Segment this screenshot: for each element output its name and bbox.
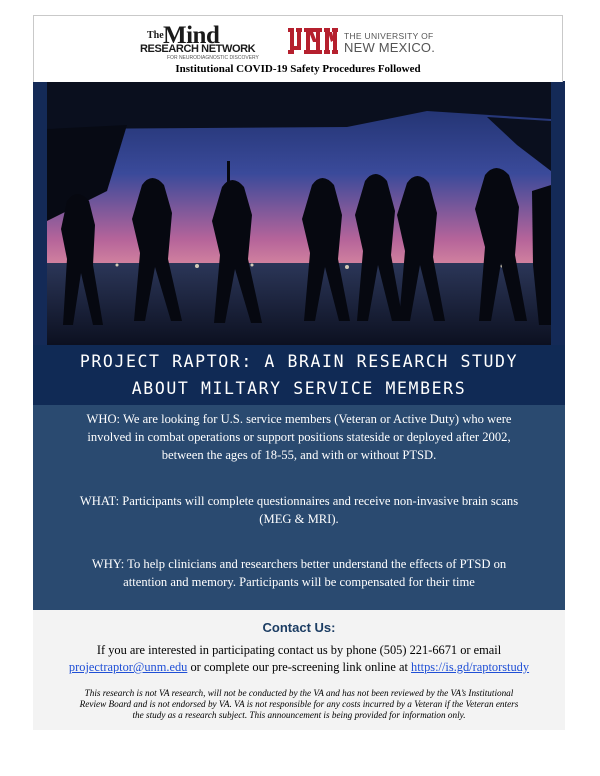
logo-the: The: [147, 30, 164, 41]
covid-notice: Institutional COVID-19 Safety Procedures Followed: [175, 63, 421, 75]
who-line-1: WHO: We are looking for U.S. service members (Veteran or Active Duty) who were: [86, 412, 512, 426]
unm-line2: NEW MEXICO.: [344, 40, 436, 55]
what-paragraph: [43, 492, 555, 528]
logo-tagline: FOR NEURODIAGNOSTIC DISCOVERY: [167, 55, 259, 61]
who-line-2: involved in combat operations or support positions stateside or deployed after 2002,: [87, 430, 511, 444]
logo-mind: Mind: [163, 22, 220, 49]
who-paragraph: [43, 410, 555, 464]
unm-line1: THE UNIVERSITY OF: [344, 31, 434, 41]
disclaimer-line-2: Review Board and is not endorsed by VA. VA is not responsible for any costs incurred by a Veteran if the Veteran enters: [79, 699, 519, 709]
hero-photo: [33, 81, 565, 345]
unm-logo: [287, 26, 457, 56]
why-line-2: attention and memory. Participants will be compensated for their time: [123, 575, 475, 589]
what-line-1: WHAT: Participants will complete questionnaires and receive non-invasive brain scans: [79, 494, 519, 508]
contact-section: [33, 610, 565, 730]
va-disclaimer: [37, 688, 561, 721]
logo-research-network: RESEARCH NETWORK: [140, 43, 256, 55]
title-line-1: PROJECT RAPTOR: A BRAIN RESEARCH STUDY: [79, 352, 519, 371]
disclaimer-line-3: the study as a research subject. This announcement is being provided for information only.: [132, 710, 466, 720]
soldiers-silhouette-photo: [47, 81, 551, 345]
contact-middle-text: or complete our pre-screening link online at: [187, 660, 411, 674]
contact-line-2: [33, 660, 565, 675]
flyer: [33, 15, 565, 730]
logos: [34, 22, 562, 60]
title-line-2: ABOUT MILTARY SERVICE MEMBERS: [131, 379, 467, 398]
title-band: [33, 345, 565, 405]
prescreening-link[interactable]: https://is.gd/raptorstudy: [411, 660, 530, 674]
why-paragraph: [43, 555, 555, 591]
why-line-1: WHY: To help clinicians and researchers better understand the effects of PTSD on: [91, 557, 507, 571]
contact-line-1: If you are interested in participating contact us by phone (505) 221-6671 or email: [96, 643, 502, 657]
what-line-2: (MEG & MRI).: [259, 512, 339, 526]
unm-emblem-icon: [287, 26, 339, 56]
who-line-3: between the ages of 18-55, and with or without PTSD.: [161, 448, 437, 462]
disclaimer-line-1: This research is not VA research, will not be conducted by the VA and has not been reviewed by the VA’s Institutional: [84, 688, 514, 698]
study-info: [33, 405, 565, 610]
mind-research-network-logo: [137, 22, 277, 61]
contact-title: Contact Us:: [262, 620, 336, 635]
header: [33, 15, 563, 82]
email-link[interactable]: projectraptor@unm.edu: [68, 660, 188, 674]
